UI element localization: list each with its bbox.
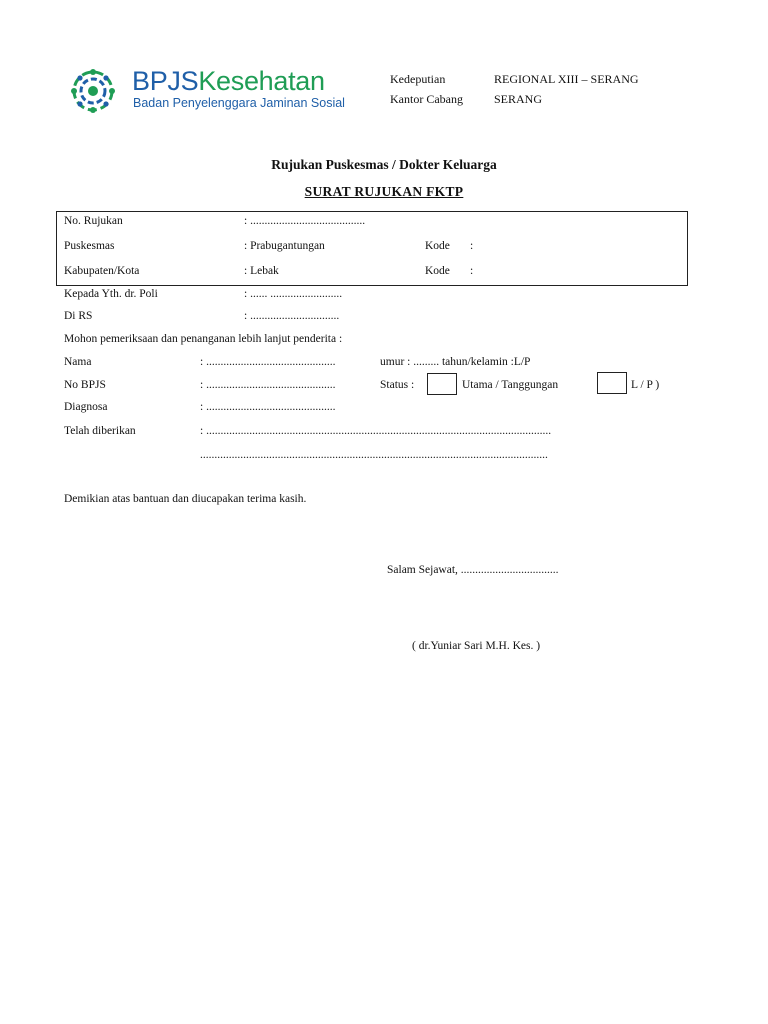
di-rs-value: : ............................... xyxy=(244,310,340,322)
kode-kabupaten-value: : xyxy=(470,265,474,277)
status-checkbox-2 xyxy=(597,372,627,394)
logo-tagline: Badan Penyelenggara Jaminan Sosial xyxy=(133,96,345,110)
salam-sejawat: Salam Sejawat, .................................. xyxy=(387,564,559,576)
logo-brand-kesehatan: Kesehatan xyxy=(198,66,325,96)
telah-diberikan-value: : ........................................................................................................................ xyxy=(200,425,552,437)
diagnosa-label: Diagnosa xyxy=(64,401,108,413)
kabupaten-label: Kabupaten/Kota xyxy=(64,265,140,277)
logo-brand-bpjs: BPJS xyxy=(132,66,199,96)
kedeputian-value: REGIONAL XIII – SERANG xyxy=(494,72,639,86)
kepada-label: Kepada Yth. dr. Poli xyxy=(64,288,158,300)
status-checkbox-1 xyxy=(427,373,457,395)
kabupaten-value: : Lebak xyxy=(244,265,279,277)
kepada-value: : ...... ......................... xyxy=(244,288,343,300)
telah-diberikan-label: Telah diberikan xyxy=(64,425,136,437)
kedeputian-label: Kedeputian xyxy=(390,72,446,86)
no-rujukan-label: No. Rujukan xyxy=(64,215,123,227)
status-text: Utama / Tanggungan xyxy=(462,379,559,391)
di-rs-label: Di RS xyxy=(64,310,93,322)
kode-puskesmas-value: : xyxy=(470,240,474,252)
kantor-cabang-label: Kantor Cabang xyxy=(390,92,463,106)
umur-kelamin: umur : ......... tahun/kelamin :L/P xyxy=(380,356,531,368)
kode-kabupaten-label: Kode xyxy=(425,265,450,277)
kantor-cabang-value: SERANG xyxy=(494,92,543,106)
no-bpjs-value: : ............................................. xyxy=(200,379,336,391)
bpjs-logo-icon xyxy=(70,68,116,114)
status-label: Status : xyxy=(380,379,415,391)
no-bpjs-label: No BPJS xyxy=(64,379,106,391)
closing-text: Demikian atas bantuan dan diucapakan terima kasih. xyxy=(64,493,307,505)
puskesmas-label: Puskesmas xyxy=(64,240,115,252)
document-title: Rujukan Puskesmas / Dokter Keluarga xyxy=(271,157,497,172)
kode-puskesmas-label: Kode xyxy=(425,240,450,252)
logo-brand xyxy=(132,66,325,96)
no-rujukan-value: : ........................................ xyxy=(244,215,366,227)
gender-text: L / P ) xyxy=(631,379,660,391)
telah-diberikan-value-line2: ......................................................................................................................... xyxy=(200,449,548,461)
nama-value: : ............................................. xyxy=(200,356,336,368)
signer-name: ( dr.Yuniar Sari M.H. Kes. ) xyxy=(412,640,541,652)
diagnosa-value: : ............................................. xyxy=(200,401,336,413)
referral-info-box xyxy=(56,211,688,286)
puskesmas-value: : Prabugantungan xyxy=(244,240,325,252)
mohon-text: Mohon pemeriksaan dan penanganan lebih lanjut penderita : xyxy=(64,333,343,345)
nama-label: Nama xyxy=(64,356,92,368)
document-subtitle: SURAT RUJUKAN FKTP xyxy=(304,184,464,199)
